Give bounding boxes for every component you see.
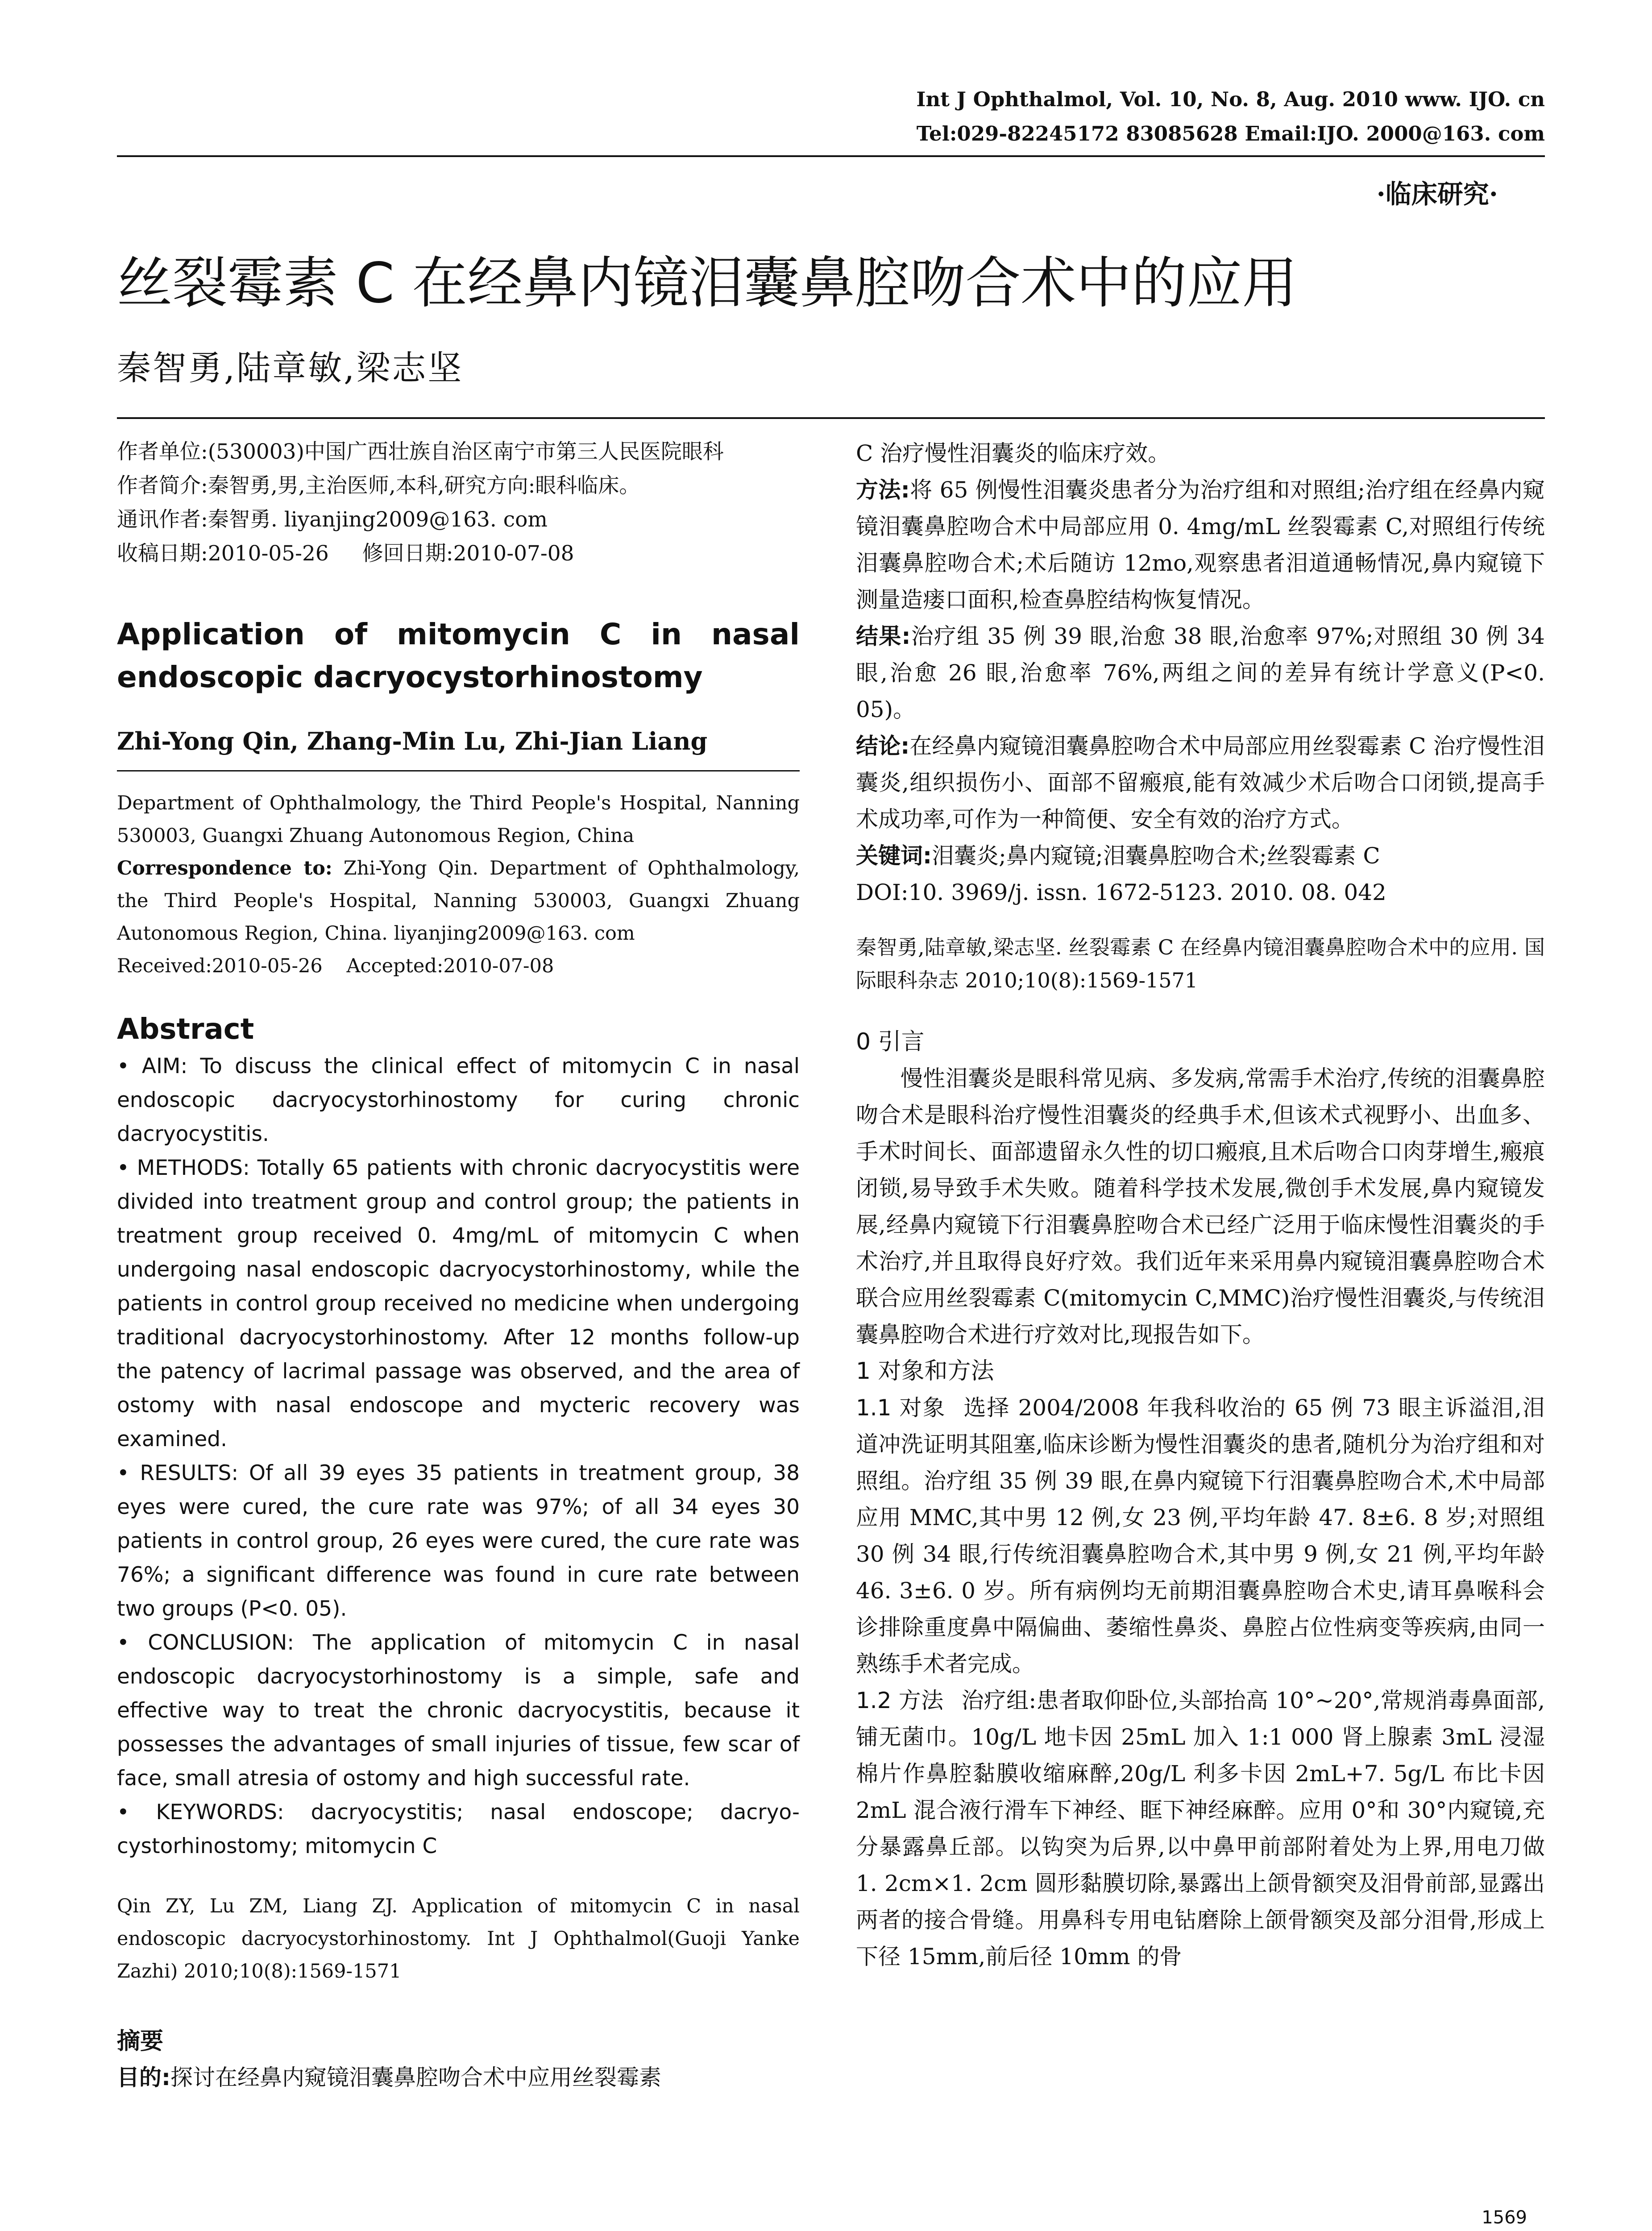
results-label-cn: 结果: [856, 623, 911, 649]
abstract-cn-aim-cont: C 治疗慢性泪囊炎的临床疗效。 [856, 440, 1171, 466]
section-0-heading: 0 引言 [856, 1028, 925, 1055]
aim-text-cn: 探讨在经鼻内窥镜泪囊鼻腔吻合术中应用丝裂霉素 [170, 2065, 661, 2090]
results-text-cn: 治疗组 35 例 39 眼,治愈 38 眼,治愈率 97%;对照组 30 例 34 眼,治愈 26 眼,治愈率 76%,两组之间的差异有统计学意义(P<0. 05)。 [856, 623, 1545, 722]
methods-text-cn: 将 65 例慢性泪囊炎患者分为治疗组和对照组;治疗组在经鼻内窥镜泪囊鼻腔吻合术中局部应用 0. 4mg/mL 丝裂霉素 C,对照组行传统泪囊鼻腔吻合术;术后随访 12mo,观察患者泪道通畅情况,鼻内窥镜下测量造瘘口面积,检查鼻腔结构恢复情况。 [856, 477, 1545, 613]
abstract-cn-results [856, 618, 1545, 728]
authors-rule [117, 770, 800, 771]
received-dates: Received:2010-05-26 Accepted:2010-07-08 [117, 955, 554, 977]
affil-cn-line: 作者单位:(530003)中国广西壮族自治区南宁市第三人民医院眼科 [117, 440, 724, 464]
conclusion-label-cn: 结论: [856, 733, 910, 759]
conclusion-text-cn: 在经鼻内窥镜泪囊鼻腔吻合术中局部应用丝裂霉素 C 治疗慢性泪囊炎,组织损伤小、面部不留瘢痕,能有效减少术后吻合口闭锁,提高手术成功率,可作为一种简便、安全有效的治疗方式。 [856, 733, 1545, 832]
title-rule [117, 417, 1545, 419]
subsection-1-2-label: 1.2 方法 [856, 1688, 944, 1713]
subsection-1-1 [856, 1389, 1545, 1682]
article-title-en: Application of mitomycin C in nasal endoscopic dacryocystorhinostomy [117, 617, 800, 694]
abstract-keywords: • KEYWORDS: dacryocystitis; nasal endoscope; dacryo-cystorhinostomy; mitomycin C [117, 1800, 800, 1858]
article-title-cn: 丝裂霉素 C 在经鼻内镜泪囊鼻腔吻合术中的应用 [117, 251, 1298, 315]
keywords-label-cn: 关键词: [856, 843, 932, 869]
affiliation-cn [117, 435, 800, 571]
page-number: 1569 [1482, 2207, 1527, 2228]
abstract-methods: • METHODS: Totally 65 patients with chronic dacryocystitis were divided into treatment group and control group; the patients in treatment group received 0. 4mg/mL of mitomycin C when undergoing nasal endoscopic dacryocystorhinostomy, while the patients in control group received no medicine when undergoing traditional dacryocystorhinostomy. After 12 months follow-up the patency of lacrimal passage was observed, and the area of ostomy with nasal endoscope and mycteric recovery was examined. [117, 1156, 800, 1451]
abstract-cn-aim [117, 2059, 800, 2096]
abstract-cn-conclusion [856, 728, 1545, 838]
keywords-text-cn: 泪囊炎;鼻内窥镜;泪囊鼻腔吻合术;丝裂霉素 C [932, 843, 1380, 869]
correspondence-label: Correspondence to: [117, 857, 332, 879]
citation-cn: 秦智勇,陆章敏,梁志坚. 丝裂霉素 C 在经鼻内镜泪囊鼻腔吻合术中的应用. 国际眼科杂志 2010;10(8):1569-1571 [856, 935, 1545, 992]
intro-paragraph: 慢性泪囊炎是眼科常见病、多发病,常需手术治疗,传统的泪囊鼻腔吻合术是眼科治疗慢性泪囊炎的经典手术,但该术式视野小、出血多、手术时间长、面部遗留永久性的切口瘢痕,且术后吻合口肉芽增生,瘢痕闭锁,易导致手术失败。随着科学技术发展,微创手术发展,鼻内窥镜发展,经鼻内窥镜下行泪囊鼻腔吻合术已经广泛用于临床慢性泪囊炎的手术治疗,并且取得良好疗效。我们近年来采用鼻内窥镜泪囊鼻腔吻合术联合应用丝裂霉素 C(mitomycin C,MMC)治疗慢性泪囊炎,与传统泪囊鼻腔吻合术进行疗效对比,现报告如下。 [856, 1066, 1545, 1348]
correspondence-text: Zhi-Yong Qin. Department of Ophthalmology, the Third People's Hospital, Nanning 530003, Guangxi Zhuang Autonomous Region, China. liyanjing2009@163. com [117, 857, 800, 945]
running-header-contact: Tel:029-82245172 83085628 Email:IJO. 2000@163. com [916, 122, 1545, 145]
authors-en: Zhi-Yong Qin, Zhang-Min Lu, Zhi-Jian Liang [117, 727, 708, 755]
subsection-1-2-text: 治疗组:患者取仰卧位,头部抬高 10°~20°,常规消毒鼻面部,铺无菌巾。10g/L 地卡因 25mL 加入 1:1 000 肾上腺素 3mL 浸湿棉片作鼻腔黏膜收缩麻醉,20g/L 利多卡因 2mL+7. 5g/L 布比卡因 2mL 混合液行滑车下神经、眶下神经麻醉。应用 0°和 30°内窥镜,充分暴露鼻丘部。以钩突为后界,以中鼻甲前部附着处为上界,用电刀做 1. 2cm×1. 2cm 圆形黏膜切除,暴露出上颌骨额突及泪骨前部,显露出两者的接合骨缝。用鼻科专用电钻磨除上颌骨额突及部分泪骨,形成上下径 15mm,前后径 10mm 的骨 [856, 1688, 1545, 1970]
left-column [117, 435, 800, 2096]
correspondence [117, 852, 800, 950]
affil-cn-line: 通讯作者:秦智勇. liyanjing2009@163. com [117, 507, 548, 532]
abstract-cn-keywords [856, 838, 1545, 874]
doi: DOI:10. 3969/j. issn. 1672-5123. 2010. 08. 042 [856, 879, 1386, 905]
affil-cn-line: 收稿日期:2010-05-26 修回日期:2010-07-08 [117, 541, 574, 566]
aim-label-cn: 目的: [117, 2065, 170, 2090]
abstract-conclusion: • CONCLUSION: The application of mitomycin C in nasal endoscopic dacryocystorhinostomy is a simple, safe and effective way to treat the chronic dacryocystitis, because it possesses the advantages of small injuries of tissue, few scar of face, small atresia of ostomy and high successful rate. [117, 1630, 800, 1791]
citation-en: Qin ZY, Lu ZM, Liang ZJ. Application of mitomycin C in nasal endoscopic dacryocystorhinostomy. Int J Ophthalmol(Guoji Yanke Zazhi) 2010;10(8):1569-1571 [117, 1895, 800, 1982]
affiliation-en: Department of Ophthalmology, the Third People's Hospital, Nanning 530003, Guangxi Zhuang Autonomous Region, China [117, 792, 800, 847]
methods-label-cn: 方法: [856, 477, 910, 503]
abstract-results: • RESULTS: Of all 39 eyes 35 patients in treatment group, 38 eyes were cured, the cure rate was 97%; of all 34 eyes 30 patients in control group, 26 eyes were cured, the cure rate was 76%; a significant difference was found in cure rate between two groups (P<0. 05). [117, 1461, 800, 1621]
subsection-1-2 [856, 1682, 1545, 1975]
abstract-heading: Abstract [117, 1013, 254, 1046]
header-rule [117, 155, 1545, 157]
affil-cn-line: 作者简介:秦智勇,男,主治医师,本科,研究方向:眼科临床。 [117, 473, 640, 498]
running-header-journal: Int J Ophthalmol, Vol. 10, No. 8, Aug. 2010 www. IJO. cn [916, 87, 1545, 111]
section-tag: ·临床研究· [1376, 179, 1498, 209]
abstract-cn-methods [856, 472, 1545, 618]
subsection-1-1-label: 1.1 对象 [856, 1395, 946, 1421]
authors-cn: 秦智勇,陆章敏,梁志坚 [117, 348, 464, 388]
abstract-aim: • AIM: To discuss the clinical effect of mitomycin C in nasal endoscopic dacryocystorhinostomy for curing chronic dacryocystitis. [117, 1054, 800, 1146]
subsection-1-1-text: 选择 2004/2008 年我科收治的 65 例 73 眼主诉溢泪,泪道冲洗证明其阻塞,临床诊断为慢性泪囊炎的患者,随机分为治疗组和对照组。治疗组 35 例 39 眼,在鼻内窥镜下行泪囊鼻腔吻合术,术中局部应用 MMC,其中男 12 例,女 23 例,平均年龄 47. 8±6. 8 岁;对照组 30 例 34 眼,行传统泪囊鼻腔吻合术,其中男 9 例,女 21 例,平均年龄 46. 3±6. 0 岁。所有病例均无前期泪囊鼻腔吻合术史,请耳鼻喉科会诊排除重度鼻中隔偏曲、萎缩性鼻炎、鼻腔占位性病变等疾病,由同一熟练手术者完成。 [856, 1395, 1545, 1677]
zhaiyao-heading: 摘要 [117, 2028, 164, 2055]
section-1-heading: 1 对象和方法 [856, 1358, 994, 1385]
right-column [856, 435, 1545, 1975]
